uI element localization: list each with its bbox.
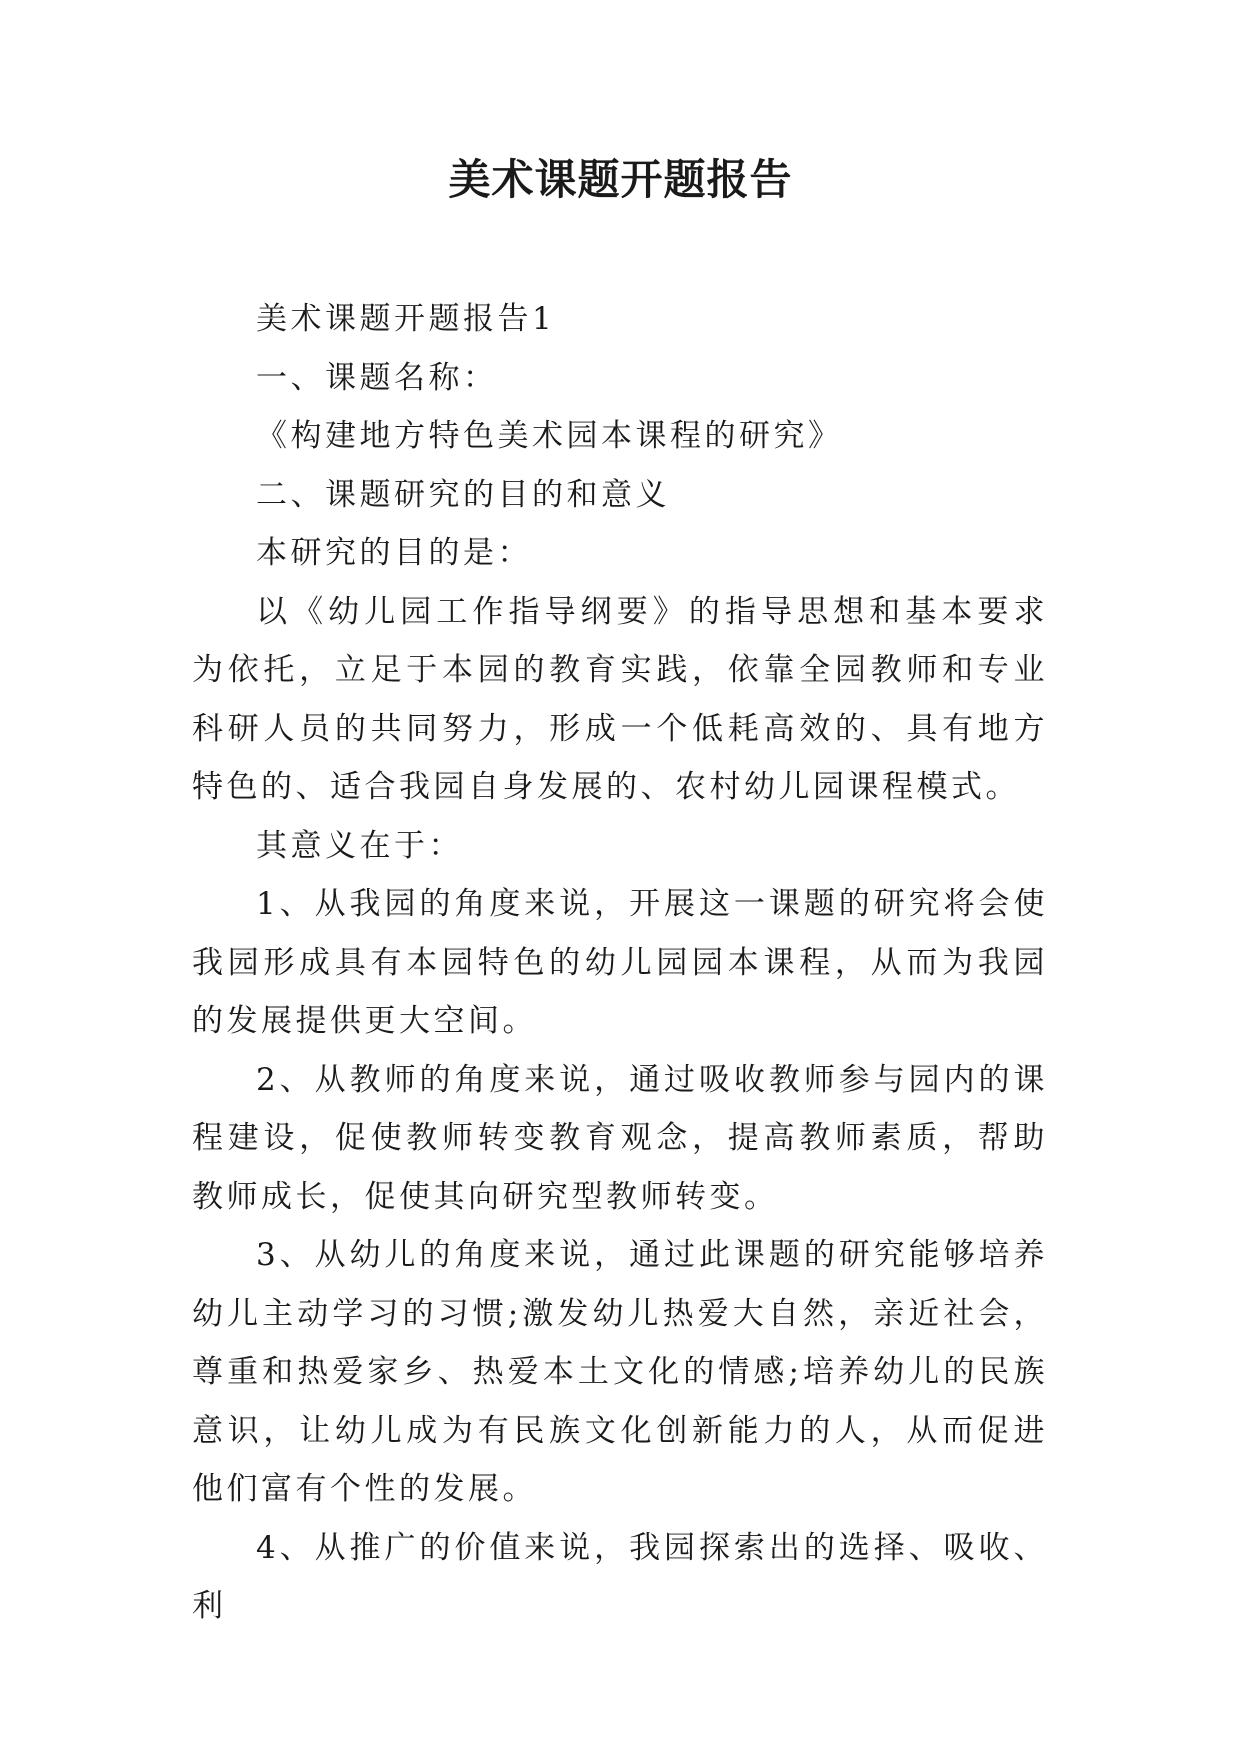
purpose-lead: 本研究的目的是： [256, 535, 532, 571]
document-title: 美术课题开题报告 [448, 155, 793, 204]
purpose-paragraph: 以《幼儿园工作指导纲要》的指导思想和基本要求为依托，立足于本园的教育实践，依靠全园教师和专业科研人员的共同努力，形成一个低耗高效的、具有地方特色的、适合我园自身发展的、农村幼儿园课程模式。 [192, 593, 1048, 805]
section-heading-topic-name: 一、课题名称： [256, 359, 498, 396]
document-body [192, 290, 1048, 1636]
significance-item-2: 2、从教师的角度来说，通过吸收教师参与园内的课程建设，促使教师转变教育观念，提高教师素质，帮助教师成长，促使其向研究型教师转变。 [192, 1061, 1048, 1215]
significance-item-4: 4、从推广的价值来说，我园探索出的选择、吸收、利 [192, 1529, 1048, 1624]
significance-item-1: 1、从我园的角度来说，开展这一课题的研究将会使我园形成具有本园特色的幼儿园园本课程，从而为我园的发展提供更大空间。 [192, 886, 1048, 1039]
section-heading-report-1: 美术课题开题报告1 [256, 301, 556, 337]
significance-item-3: 3、从幼儿的角度来说，通过此课题的研究能够培养幼儿主动学习的习惯;激发幼儿热爱大自然，亲近社会，尊重和热爱家乡、热爱本土文化的情感;培养幼儿的民族意识，让幼儿成为有民族文化创新能力的人，从而促进他们富有个性的发展。 [192, 1237, 1048, 1507]
topic-name-text: 《构建地方特色美术园本课程的研究》 [256, 418, 843, 454]
significance-lead: 其意义在于： [256, 827, 463, 864]
section-heading-purpose: 二、课题研究的目的和意义 [256, 476, 670, 513]
